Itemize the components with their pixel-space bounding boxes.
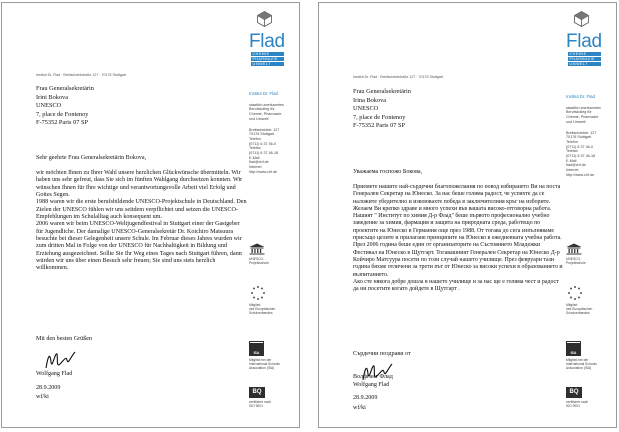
flad-cube-icon xyxy=(257,11,272,27)
letter-salutation xyxy=(36,155,248,162)
contact-line: Telefon xyxy=(249,136,261,141)
badge-text: International Schools xyxy=(566,362,597,366)
contact-line: E-Mail xyxy=(566,158,577,163)
badge-text: ISO 9001 xyxy=(566,404,580,408)
contact-line: flad@chf.de xyxy=(566,163,586,168)
contact-line: flad@chf.de xyxy=(249,160,269,165)
badge-text: zertifiziert nach xyxy=(249,400,272,404)
closing-greeting: Mit den besten Grüßen xyxy=(36,336,93,342)
contact-line: (0711) 6 37 46-0 xyxy=(566,144,593,149)
badge-text: Mitglied bei der xyxy=(566,358,589,362)
body-paragraph: Ако сте някога добре дошла в нашето училище и за нас ще е голяма чест и радост да ни посетите когато дойдете в Щутгарт . xyxy=(353,278,559,293)
body-paragraph: 1988 waren wir die erste berufsbildende UNESCO-Projektschule in Deutschland. Den Zielen der UNESCO fühlen wir uns seitdem verpflichtet und setzen die UNESCO-Empfehlungen im Schulalltag auch konsequent um. xyxy=(36,199,247,221)
address-line: Irina Bokova xyxy=(353,96,387,104)
bq-logo-icon: BQ xyxy=(566,387,582,398)
isa-mark: ISA xyxy=(253,351,260,355)
desc-line: und Umwelt xyxy=(566,119,586,124)
recipient-address xyxy=(36,85,94,128)
badge-text: Projektschule xyxy=(566,261,586,265)
letter-page-bulgarian xyxy=(318,2,617,428)
badge-text: UNESCO- xyxy=(566,257,582,261)
closing-greeting: Сърдечни поздрави от xyxy=(353,351,411,357)
contact-line: (0711) 6 37 46-0 xyxy=(249,141,276,146)
body-paragraph: wir möchten Ihnen zu Ihrer Wahl unsere herzlichen Glückwünsche übermitteln. Wir haben uns sehr gefreut, dass Sie sich im fünften Wahlgang durchsetzen konnten. Wir wünschen Ihnen für Ihre wichtige und verantwortungsvolle Arbeit viel Erfolg und Gottes Segen. xyxy=(36,170,243,199)
letter-page-german xyxy=(1,2,300,428)
institute-description xyxy=(249,103,299,122)
badge-isa xyxy=(249,341,280,370)
contact-line: Breitscheidstr. 127 xyxy=(249,127,280,132)
badge-text: des Europäischen xyxy=(249,307,276,311)
salutation-text: Уважаема госпожо Бокова, xyxy=(353,169,423,175)
flad-logo-wordmark: Flad xyxy=(249,31,285,52)
badge-europe xyxy=(566,285,592,315)
unesco-temple-icon xyxy=(566,243,582,255)
badge-bq xyxy=(566,387,588,408)
letterhead-sidebar xyxy=(566,95,616,184)
contact-line: Breitscheidstr. 127 xyxy=(566,130,597,135)
contact-line: 70176 Stuttgart xyxy=(566,135,592,140)
address-line: Frau Generalsekretärin xyxy=(353,88,411,95)
letter-salutation xyxy=(353,169,565,176)
european-stars-icon xyxy=(249,285,267,301)
bq-logo-icon: BQ xyxy=(249,387,265,398)
desc-line: staatlich anerkanntes xyxy=(566,105,601,110)
letter-body xyxy=(353,184,565,293)
desc-line: Chemie, Pharmazie xyxy=(249,112,282,117)
desc-line: Berufskolleg für xyxy=(249,107,275,112)
badge-text: Mitglied xyxy=(249,303,261,307)
address-line: UNESCO xyxy=(36,102,62,110)
logo-bar-pharmazie: PHARMAZIE xyxy=(568,57,601,61)
institute-description xyxy=(566,106,616,125)
contact-line: Telefax xyxy=(249,146,261,151)
institute-name: Institut Dr. Flad xyxy=(249,91,278,96)
badge-text: Association (ISA) xyxy=(249,366,275,370)
institute-contact xyxy=(566,131,616,178)
contact-line: (0711) 6 37 46-18 xyxy=(249,151,279,156)
flad-logo-bars xyxy=(568,52,601,67)
badge-text: Mitglied bei der xyxy=(249,358,272,362)
body-paragraph: 2006 waren wir beim UNESCO-Weltjugendfestival in Stuttgart einer der Gastgeber für Jugendliche. Der damalige UNESCO-Generalsekretär Dr. Koichiro Matsuura besuchte bei dieser Gelegenheit unsere Schule. Im Februar dieses Jahres wurden wir zum dritten Mal in Folge von der UNESCO für Nachhaltigkeit in Bildung und Erziehung ausgezeichnet. Sollte Sie Ihr Weg eines Tages nach Stuttgart führen, dann würden wir uns über einen Besuch sehr freuen; Sie sind uns stets herzlich willkommen. xyxy=(36,221,242,272)
recipient-address xyxy=(353,88,411,131)
contact-line: E-Mail xyxy=(249,155,260,160)
signer-name: Wolfgang Flad xyxy=(36,371,73,377)
letter-initials: wf/ki xyxy=(353,405,366,411)
flad-logo-bars xyxy=(251,52,284,67)
logo-bar-chemie: CHEMIE xyxy=(568,52,601,56)
flad-logo-wordmark: Flad xyxy=(566,31,602,52)
address-line: F-75352 Paris 07 SP xyxy=(353,122,405,130)
logo-bar-umwelt: UMWELT xyxy=(568,62,601,66)
unesco-temple-icon xyxy=(249,243,265,255)
contact-line: 70176 Stuttgart xyxy=(249,132,275,137)
address-line: Irini Bokova xyxy=(36,93,69,101)
badge-text: International Schools xyxy=(249,362,280,366)
badge-isa xyxy=(566,341,597,370)
address-line: 7, place de Fontenoy xyxy=(36,110,89,118)
desc-line: und Umwelt xyxy=(249,116,269,121)
isa-mark: ISA xyxy=(570,351,577,355)
badge-unesco xyxy=(566,243,586,265)
address-line: F-75352 Paris 07 SP xyxy=(36,119,88,127)
letterhead-sidebar xyxy=(249,92,299,181)
logo-bar-chemie: CHEMIE xyxy=(251,52,284,56)
signer-name: Wolfgang Flad xyxy=(353,382,390,388)
badge-text: Projektschule xyxy=(249,261,269,265)
badge-text: UNESCO- xyxy=(249,257,265,261)
body-paragraph: Приемете нашите най-сърдечни благопожелания по повод избирането Ви на поста Генерален Секретар на Юнеско. За нас беше голяма радост, че успяхте да се наложите убедително и извоювахте победа в заключителния кръг на изборите. Желаем Ви крепко здраве и много успехи във вашата високо-отговорна работа. xyxy=(353,184,561,212)
address-line: UNESCO xyxy=(353,105,379,113)
badge-bq xyxy=(249,387,271,408)
logo-bar-pharmazie: PHARMAZIE xyxy=(251,57,284,61)
badge-text: Mitglied xyxy=(566,303,578,307)
institute-name: Institut Dr. Flad xyxy=(566,94,595,99)
contact-line: Internet xyxy=(566,168,579,173)
contact-line: Internet xyxy=(249,165,262,170)
badge-text: Schulverbandes xyxy=(566,311,590,315)
contact-line: http://www.chf.de xyxy=(249,169,278,174)
contact-line: http://www.chf.de xyxy=(566,172,595,177)
letter-body xyxy=(36,170,248,273)
badge-text: Association (ISA) xyxy=(566,366,592,370)
badge-text: des Europäischen xyxy=(566,307,593,311)
desc-line: staatlich anerkanntes xyxy=(249,102,284,107)
institute-contact xyxy=(249,128,299,175)
letter-initials: wf/ki xyxy=(36,394,49,400)
badge-europe xyxy=(249,285,275,315)
european-stars-icon xyxy=(566,285,584,301)
badge-text: zertifiziert nach xyxy=(566,400,589,404)
desc-line: Chemie, Pharmazie xyxy=(566,115,599,120)
isa-logo-icon xyxy=(249,341,264,356)
badge-unesco xyxy=(249,243,269,265)
sender-return-address: Institut Dr. Flad · Breitscheidstraße 127 · 70176 Stuttgart xyxy=(353,75,444,79)
letter-date: 28.9.2009 xyxy=(353,395,378,401)
flad-cube-icon xyxy=(574,11,589,27)
logo-bar-umwelt: UMWELT xyxy=(251,62,284,66)
address-line: 7, place de Fontenoy xyxy=(353,113,406,121)
address-line: Frau Generalsekretärin xyxy=(36,85,94,92)
contact-line: Telefax xyxy=(566,149,578,154)
badge-text: ISO 9001 xyxy=(249,404,263,408)
desc-line: Berufskolleg für xyxy=(566,110,592,115)
handwritten-signature-icon xyxy=(42,346,82,374)
badge-text: Schulverbandes xyxy=(249,311,273,315)
sender-return-address: Institut Dr. Flad · Breitscheidstraße 127 · 70176 Stuttgart xyxy=(36,73,127,77)
isa-logo-icon xyxy=(566,341,581,356)
body-paragraph: Нашият " Институт по химия Д-р Флад" беше първото професионално учебно заведение за химия, фармация и защита на природната среда, работещо по проектите на Юнеско в Германия още през 1988. От тогава до сега изпълняваме присъщо целите и прилагане принципите на Юнеско в ежедневната учебна работа. През 2006 година беше един от организаторите на Състоянието Младежки Фестивал на Юнеско в Щутгарт. Тогавашният Генерален Секретар на Юнеско Д-р Койчиро Матсуура посети по този случай нашето училище. През февруари тази година бяхме отличени за трети път от Юнеско за високи успехи в образованието и възпитанието. xyxy=(353,213,563,278)
contact-line: Telefon xyxy=(566,139,578,144)
salutation-text: Sehr geehrte Frau Generalsekretärin Bokova, xyxy=(36,155,147,161)
letter-date: 28.9.2009 xyxy=(36,385,61,391)
contact-line: (0711) 6 37 46-18 xyxy=(566,154,596,159)
signer-name-cyrillic: Волфганг Флад xyxy=(353,374,393,380)
